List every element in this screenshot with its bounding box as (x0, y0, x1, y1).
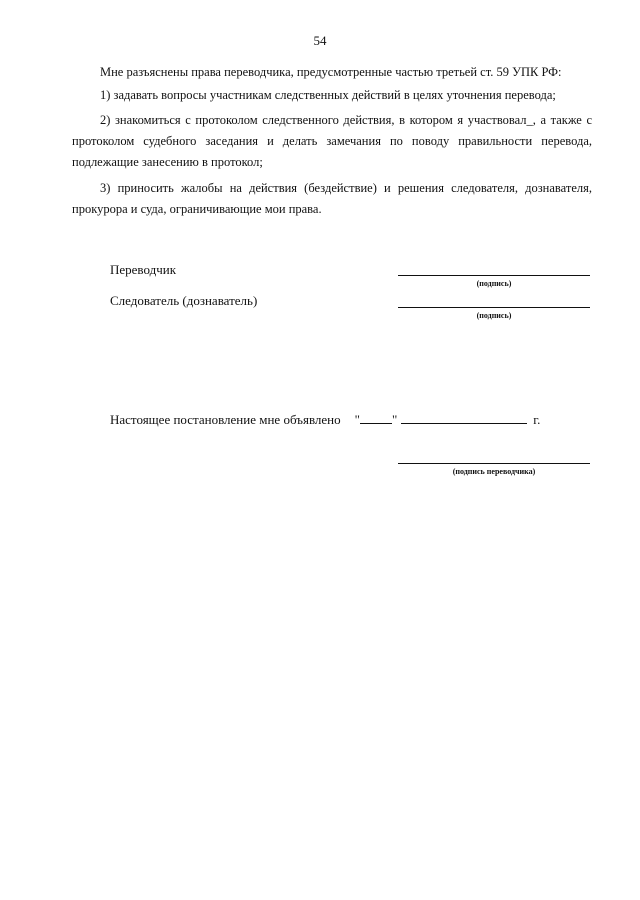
date-day-field[interactable] (360, 412, 392, 424)
open-quote: " (354, 412, 360, 427)
translator-signature-line[interactable] (398, 275, 590, 276)
translator-announcement-signature-caption: (подпись переводчика) (452, 467, 536, 476)
translator-signature-caption: (подпись) (476, 279, 512, 288)
investigator-signature-caption: (подпись) (476, 311, 512, 320)
investigator-signature-line[interactable] (398, 307, 590, 308)
rights-intro: Мне разъяснены права переводчика, предусмотренные частью третьей ст. 59 УПК РФ: (100, 65, 562, 79)
announcement-text: Настоящее постановление мне объявлено (110, 412, 341, 427)
investigator-signature-label: Следователь (дознаватель) (110, 293, 258, 308)
date-month-field[interactable] (401, 412, 527, 424)
translator-signature-label: Переводчик (110, 262, 177, 277)
year-suffix: г. (533, 412, 541, 427)
announcement-line (110, 412, 540, 428)
translator-announcement-signature-line[interactable] (398, 463, 590, 464)
close-quote: " (391, 412, 398, 427)
page-number: 54 (313, 33, 327, 48)
right-item-3: 3) приносить жалобы на действия (бездействие) и решения следователя, дознавателя, прокурора и суда, ограничивающие мои права. (72, 181, 592, 216)
right-item-1: 1) задавать вопросы участникам следственных действий в целях уточнения перевода; (100, 88, 556, 102)
right-item-2: 2) знакомиться с протоколом следственного действия, в котором я участвовал_, а также с протоколом судебного заседания и делать замечания по поводу правильности перевода, подлежащие занесению в протокол; (72, 113, 592, 169)
